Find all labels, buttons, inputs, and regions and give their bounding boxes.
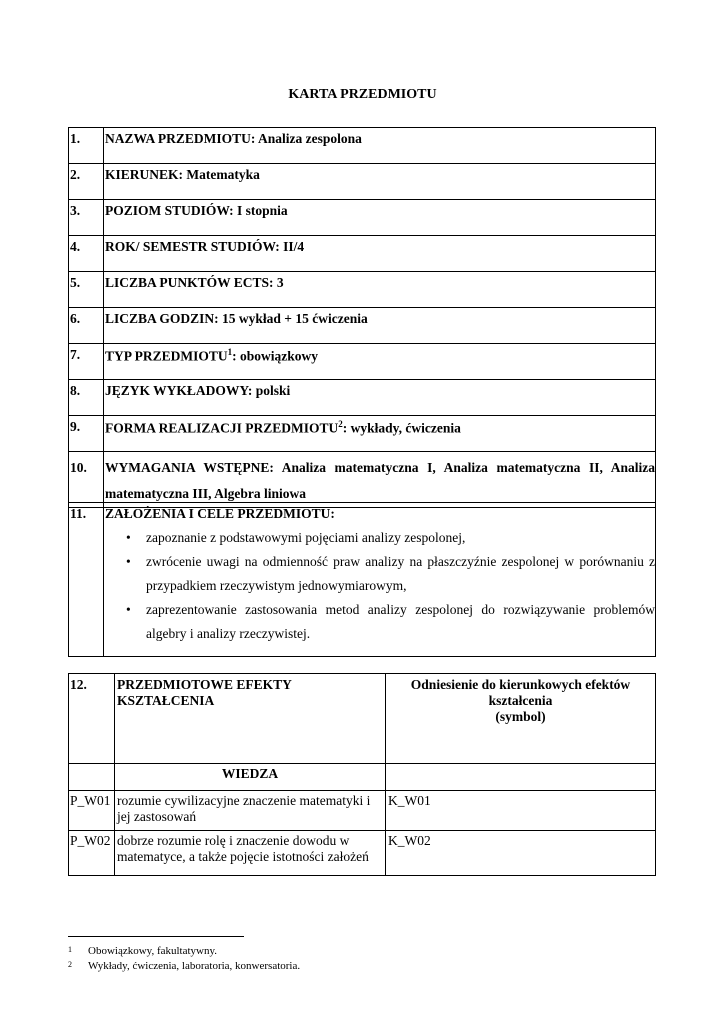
footnote-text: Wykłady, ćwiczenia, laboratoria, konwersatoria.: [88, 960, 301, 972]
hours: LICZBA GODZIN: 15 wykład + 15 ćwiczenia: [104, 308, 656, 344]
field-of-study: KIERUNEK: Matematyka: [104, 164, 656, 200]
page-title: KARTA PRZEDMIOTU: [288, 87, 437, 102]
goals-table: [68, 502, 656, 657]
table-row: [69, 380, 656, 416]
table-row: [69, 831, 656, 876]
list-item: • zwrócenie uwagi na odmienność praw analizy na płaszczyźnie zespolonej w porównaniu z przypadkiem rzeczywistym jednowymiarowym,: [146, 550, 655, 598]
ects-points: LICZBA PUNKTÓW ECTS: 3: [104, 272, 656, 308]
footnote-mark: 1: [68, 945, 72, 954]
row-number: 8.: [69, 380, 104, 416]
section-title: WIEDZA: [115, 764, 386, 791]
reference-header: Odniesienie do kierunkowych efektów kształcenia (symbol): [386, 674, 656, 764]
row-number: 4.: [69, 236, 104, 272]
table-row: [69, 200, 656, 236]
footnote: [68, 945, 217, 957]
table-row: [69, 308, 656, 344]
bullet-icon: •: [126, 554, 131, 569]
table-row: [69, 272, 656, 308]
course-type-label: TYP PRZEDMIOTU: [105, 348, 228, 364]
outcome-reference: K_W02: [386, 831, 656, 876]
language: JĘZYK WYKŁADOWY: polski: [104, 380, 656, 416]
table-row: [69, 164, 656, 200]
delivery-form-label: FORMA REALIZACJI PRZEDMIOTU: [105, 420, 339, 436]
row-number: 2.: [69, 164, 104, 200]
list-item: • zaprezentowanie zastosowania metod analizy zespolonej do rozwiązywanie problemów algebry i analizy rzeczywistej.: [146, 598, 655, 646]
outcome-code: P_W02: [69, 831, 115, 876]
prerequisites: WYMAGANIA WSTĘPNE: Analiza matematyczna I, Analiza matematyczna II, Analiza matematyczna III, Algebra liniowa: [104, 452, 656, 508]
table-row: [69, 452, 656, 508]
outcome-code: P_W01: [69, 791, 115, 831]
row-number: 3.: [69, 200, 104, 236]
table-header-row: [69, 674, 656, 764]
row-number: 5.: [69, 272, 104, 308]
table-row: [69, 791, 656, 831]
goals-cell: [104, 503, 656, 657]
goals-heading: ZAŁOŻENIA I CELE PRZEDMIOTU:: [105, 506, 335, 521]
outcome-description: dobrze rozumie rolę i znaczenie dowodu w matematyce, a także pojęcie istotności założeń: [115, 831, 386, 876]
course-type: [104, 344, 656, 380]
bullet-icon: •: [126, 602, 131, 617]
footnote-ref: 2: [338, 419, 343, 429]
outcome-reference: K_W01: [386, 791, 656, 831]
goals-list: [104, 526, 655, 646]
outcomes-table: [68, 673, 656, 876]
footnote: [68, 960, 300, 972]
footnote-ref: 1: [227, 347, 233, 357]
row-number: 9.: [69, 416, 104, 452]
year-semester: ROK/ SEMESTR STUDIÓW: II/4: [104, 236, 656, 272]
section-row: [69, 764, 656, 791]
outcome-description: rozumie cywilizacyjne znaczenie matematyki i jej zastosowań: [115, 791, 386, 831]
footnote-text: Obowiązkowy, fakultatywny.: [88, 945, 218, 957]
table-row: [69, 416, 656, 452]
footnote-divider: [68, 936, 244, 937]
table-row: [69, 344, 656, 380]
course-name: NAZWA PRZEDMIOTU: Analiza zespolona: [104, 128, 656, 164]
course-type-value: : obowiązkowy: [232, 348, 319, 364]
row-number: 11.: [69, 503, 104, 657]
outcomes-header: PRZEDMIOTOWE EFEKTY KSZTAŁCENIA: [115, 674, 386, 764]
table-row: [69, 128, 656, 164]
table-row: [69, 236, 656, 272]
study-level: POZIOM STUDIÓW: I stopnia: [104, 200, 656, 236]
row-number: 1.: [69, 128, 104, 164]
delivery-form-value: : wykłady, ćwiczenia: [342, 420, 461, 436]
row-number: 7.: [69, 344, 104, 380]
bullet-icon: •: [126, 530, 131, 545]
course-info-table: [68, 127, 656, 508]
row-number: 6.: [69, 308, 104, 344]
table-row: [69, 503, 656, 657]
row-number: 12.: [69, 674, 115, 764]
footnote-mark: 2: [68, 960, 72, 969]
row-number: 10.: [69, 452, 104, 508]
delivery-form: [104, 416, 656, 452]
list-item: • zapoznanie z podstawowymi pojęciami analizy zespolonej,: [146, 526, 655, 550]
